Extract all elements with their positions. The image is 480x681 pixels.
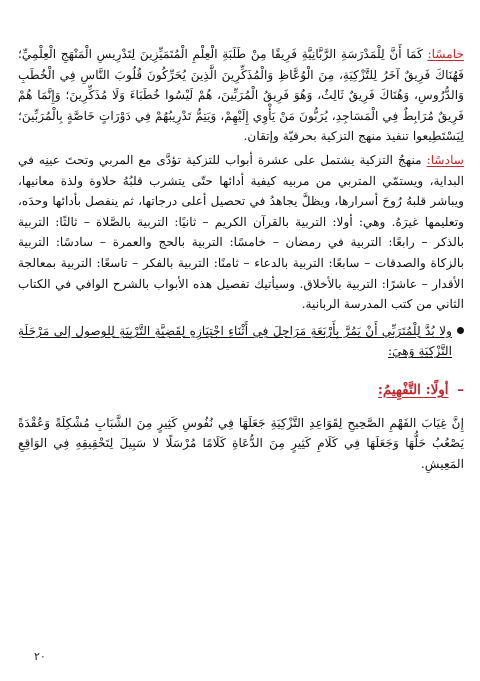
paragraph-sixth xyxy=(18,150,464,315)
paragraph-fifth xyxy=(18,44,464,147)
page-number: ٢٠ xyxy=(34,650,46,663)
heading-text: أولًا: التَّفْهِيمُ: xyxy=(377,381,449,398)
page-body xyxy=(18,44,464,477)
paragraph-label: خامسًا: xyxy=(427,47,464,61)
paragraph-text: منهجُ التزكية يشتمل على عشرة أبواب للتزكية تؤدَّى مع المربي وتحتَ عينِه في البداية، ويستمّي المتربي من مربيه كيفية أدائها حتّى يتشرب قلبُهُ حلاوة ولذة معانيها، ويباشر قلبهُ رُوحَ أسرارها، ويظلَّ يجاهدُ في تحصيل أعلى درجاتها، ثم ينفصل بأدائها وحدَه، وتعليمها غيرَهُ. وهي: أولا: التربية بالقرآن الكريم – ثانيًا: التربية بالصَّلاة – ثالثًا: التربية بالذكر – رابعًا: التربية في رمضان – خامسًا: التربية بالحج والعمرة – سادسًا: التربية بالزكاة والصدقات – سابعًا: التربية بالدعاء – ثامنًا: التربية بالفكر – تاسعًا: التربية بمعالجة الأقدار – عاشرًا: التربية بالأخلاق. وسيأتيك تفصيل هذه الأبواب بالشرح الوافي في الكتاب الثاني من كتب المدرسة الربانية. xyxy=(18,152,464,312)
section-heading xyxy=(18,380,464,401)
paragraph-final xyxy=(18,413,464,475)
paragraph-label: سادسًا: xyxy=(426,152,464,167)
paragraph-text: إِنَّ غِيَابَ الفَهْمِ الصَّحِيحِ لِقَوَاعِدِ التَّزْكِيَةِ جَعَلَهَا فِي نُفُوسِ كَثِيرٍ مِنَ الشَّبَابِ مُشْكِلَةً وَعُقْدَةً يَصْعُبُ حَلُّهَا وَجَعَلَهَا فِي كَلَامِ كَثِيرٍ مِنَ الدُّعَاةِ كَلَامًا مُرْسَلًا لا سَبِيلَ لِتَحْقِيقِهِ فِي الوَاقِعِ المَعِيشِ. xyxy=(18,415,464,471)
bullet-icon xyxy=(457,327,464,334)
bullet-text: ولا بُدَّ لِلْمُتَرَبِّي أَنْ يَمُرَّ بِأَرْبَعَةِ مَرَاحِلَ فِي أَثْنَاءِ اجْتِيَازِهِ لِقَضِيَّةِ التَّرْبِيَةِ لِلوصول إلى مَرْحَلَةِ التَّزْكِيَةِ وَهِيَ: xyxy=(18,323,452,359)
paragraph-text: كَمَا أَنَّ لِلْمَدْرَسَةِ الرَّبَّانِيَّةِ فَرِيقًا مِنْ طَلَبَةِ الْعِلْمِ الْمُتَمَيِّزِينَ لِتَدْرِيسِ الْمَنْهَجِ الْعِلْمِيِّ؛ فَهُنَاكَ فَرِيقٌ آخَرُ لِلتَّزْكِيَةِ، مِنَ الْوُعَّاظِ وَالْمُذَكِّرِينَ الَّذِينَ يُحَرِّكُونَ قُلُوبَ النَّاسِ فِي الْخُطَبِ وَالدُّرُوسِ، وَهُنَاكَ فَرِيقٌ ثَالِثٌ، وَهُوَ فَرِيقُ الْمُرَبِّينَ، هُمْ لَيْسُوا خُطَبَاءَ وَلَا مُذَكِّرِينَ؛ وَإِنَّمَا هُمْ فَرِيقٌ مُرَابِطٌ فِي الْمَسَاجِدِ، يُرَبُّونَ مَنْ يَأْوِي إِلَيْهِمْ، وَيَتِمُّ تَدْرِيبُهُمْ فِي دَوْرَاتٍ خَاصَّةٍ بِالْمُرَبِّينَ؛ لِيَسْتَطِيعوا تنفيذ منهج التزكية بحرفيّة وإتقان. xyxy=(18,47,464,144)
bullet-paragraph xyxy=(18,321,464,362)
heading-dash: – xyxy=(457,381,464,398)
